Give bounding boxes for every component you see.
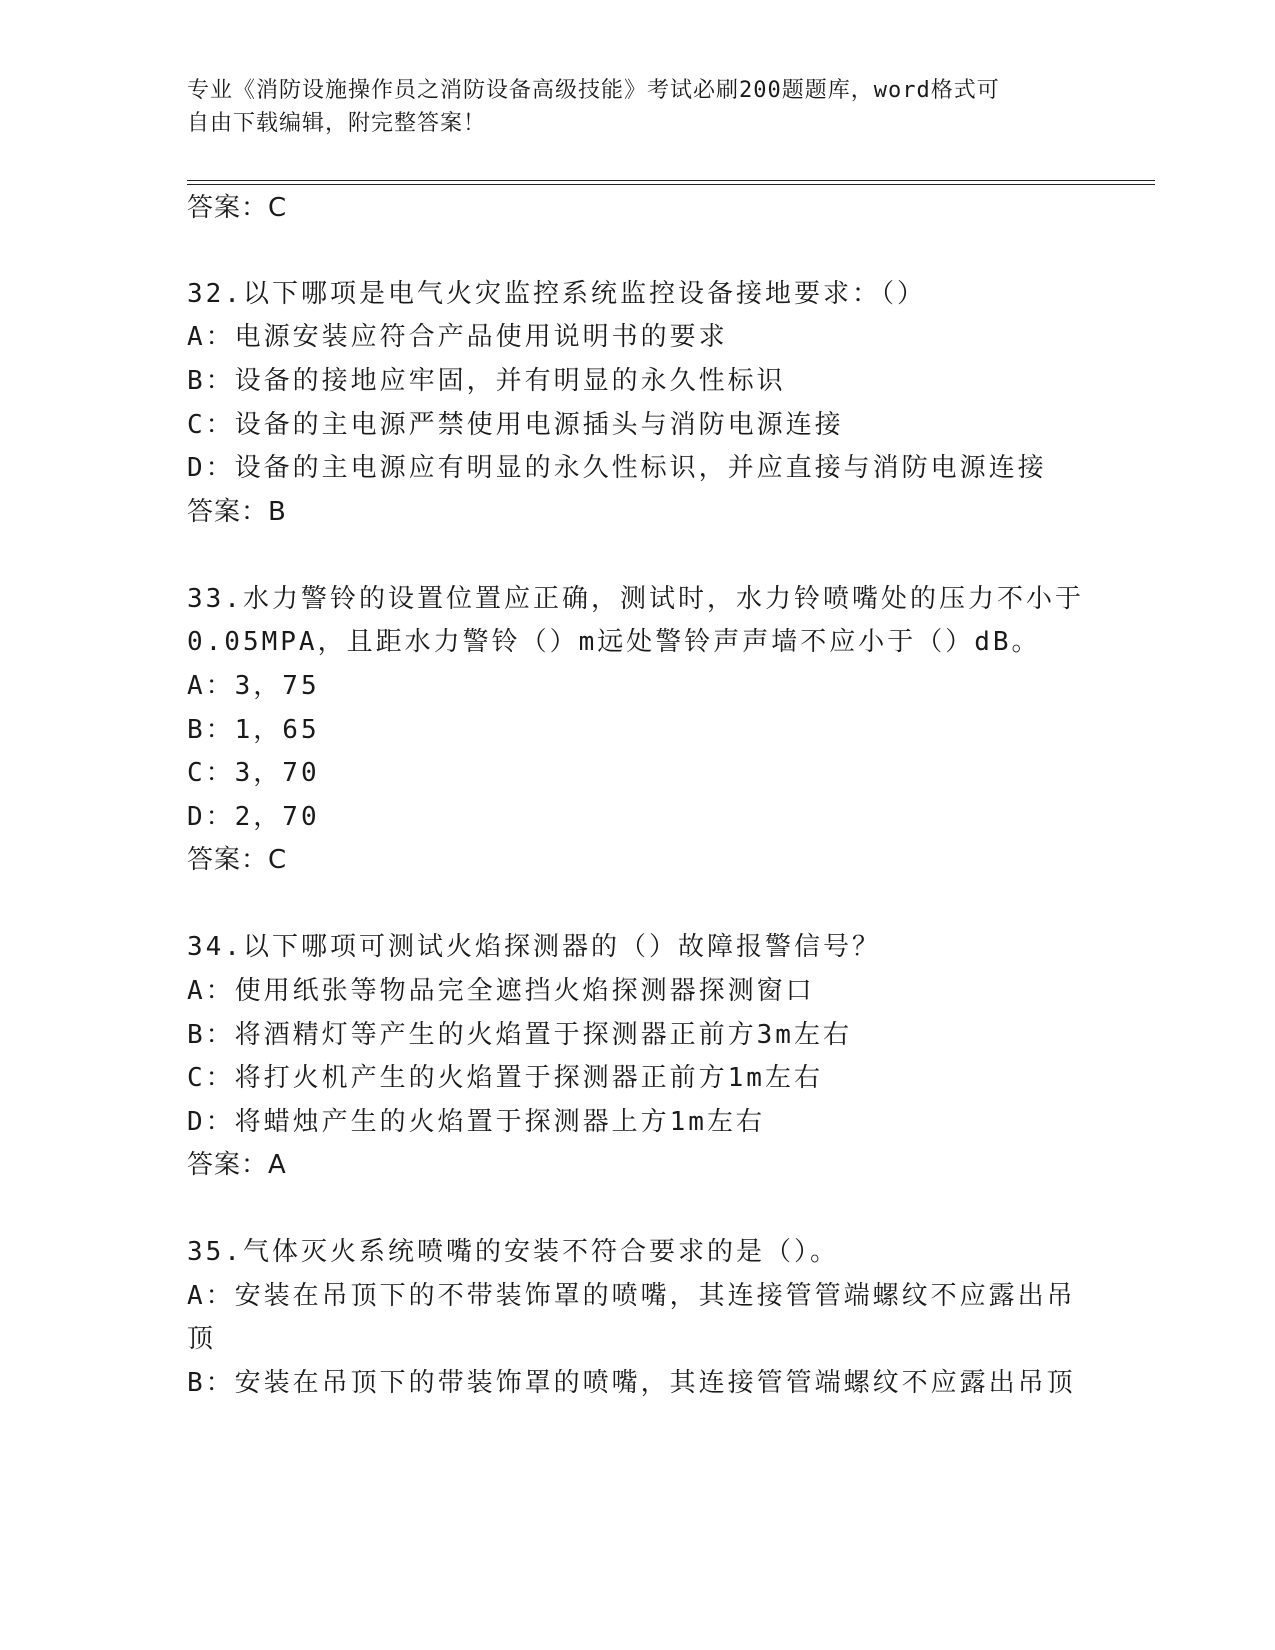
option-b: B：将酒精灯等产生的火焰置于探测器正前方3m左右 [187, 1020, 852, 1050]
header-divider-bottom [187, 184, 1155, 185]
answer: 答案：C [187, 845, 288, 875]
option-c: C：将打火机产生的火焰置于探测器正前方1m左右 [187, 1063, 823, 1093]
question-stem-continued: 0.05MPA，且距水力警铃（）m远处警铃声声墙不应小于（）dB。 [187, 627, 1041, 657]
question-stem: 32.以下哪项是电气火灾监控系统监控设备接地要求：（） [187, 279, 926, 309]
answer-prev: 答案：C [187, 193, 288, 223]
header-title-line-2: 自由下载编辑，附完整答案！ [187, 111, 487, 136]
question-stem: 35.气体灭火系统喷嘴的安装不符合要求的是（）。 [187, 1237, 839, 1267]
option-a: A：安装在吊顶下的不带装饰罩的喷嘴，其连接管管端螺纹不应露出吊 [187, 1281, 1076, 1311]
option-d: D：设备的主电源应有明显的永久性标识，并应直接与消防电源连接 [187, 453, 1047, 483]
option-a: A：3，75 [187, 671, 320, 701]
option-d: D：2，70 [187, 802, 320, 832]
option-b: B：设备的接地应牢固，并有明显的永久性标识 [187, 366, 786, 396]
option-a-continued: 顶 [187, 1324, 217, 1354]
header-title-line-1: 专业《消防设施操作员之消防设备高级技能》考试必刷200题题库，word格式可 [187, 78, 1000, 103]
option-b: B：安装在吊顶下的带装饰罩的喷嘴，其连接管管端螺纹不应露出吊顶 [187, 1368, 1076, 1398]
header-divider-top [187, 180, 1155, 181]
answer: 答案：A [187, 1150, 287, 1180]
option-b: B：1，65 [187, 715, 320, 745]
option-a: A：电源安装应符合产品使用说明书的要求 [187, 322, 728, 352]
option-a: A：使用纸张等物品完全遮挡火焰探测器探测窗口 [187, 976, 815, 1006]
option-c: C：设备的主电源严禁使用电源插头与消防电源连接 [187, 410, 844, 440]
question-stem: 33.水力警铃的设置位置应正确，测试时，水力铃喷嘴处的压力不小于 [187, 584, 1084, 614]
question-stem: 34.以下哪项可测试火焰探测器的（）故障报警信号？ [187, 932, 881, 962]
option-d: D：将蜡烛产生的火焰置于探测器上方1m左右 [187, 1107, 765, 1137]
answer: 答案：B [187, 497, 287, 527]
option-c: C：3，70 [187, 758, 320, 788]
